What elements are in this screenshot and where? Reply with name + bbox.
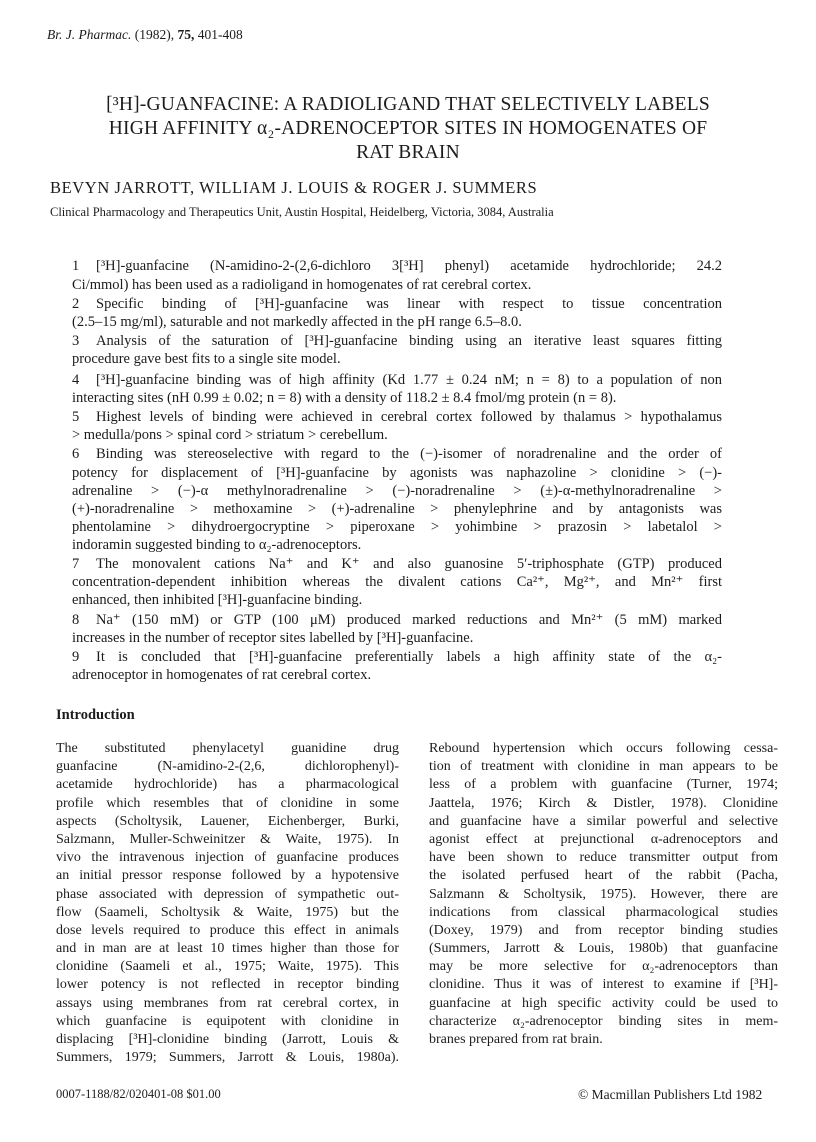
body-line: The substituted phenylacetyl guanidine drug [56,741,399,756]
summary-line: 8 Na⁺ (150 mM) or GTP (100 μM) produced marked reductions and Mn²⁺ (5 mM) marked [72,612,722,628]
body-line: (Summers, Jarrott & Louis, 1980b) that guanfacine [429,941,778,957]
body-line: agonist effect at prejunctional α-adrenoceptors and [429,831,778,847]
summary-line: 9 It is concluded that [³H]-guanfacine preferentially labels a high affinity state of the α₂- [72,649,722,665]
body-line: assays using membranes from rat cerebral cortex, in [56,995,399,1011]
summary-number: 4 [72,372,80,388]
body-line: aspects (Scholtysik, Lauener, Eichenberger, Burki, [56,813,399,829]
summary-line: (2.5–15 mg/ml), saturable and not markedly affected in the pH range 6.5–8.0. [72,314,522,330]
section-heading-introduction: Introduction [56,707,135,723]
body-line: less of a problem with guanfacine (Turner, 1974; [429,777,778,793]
journal-name: Br. J. Pharmac. [47,27,132,42]
summary-line: 6 Binding was stereoselective with regard to the (−)-isomer of noradrenaline and the order of [72,446,722,462]
body-line: vivo the intravenous injection of guanfacine produces [56,850,399,866]
body-line: guanfacine at high specific activity could be used to [429,995,778,1011]
body-line: the isolated perfused heart of the rabbit (Pacha, [429,868,778,884]
body-line: indications from classical pharmacological studies [429,904,778,920]
article-title-line-2: HIGH AFFINITY α₂-ADRENOCEPTOR SITES IN HOMOGENATES OF [108,118,708,139]
body-line: and in man are at least 10 times higher than those for [56,941,399,957]
summary-line: 4 [³H]-guanfacine binding was of high affinity (Kd 1.77 ± 0.24 nM; n = 8) to a population of non [72,372,722,388]
body-line: Salzmann, Muller-Schweinitzer & Waite, 1975). In [56,831,399,847]
body-column-right [429,740,778,1049]
body-line: clonidine (Saameli et al., 1975; Waite, 1975). This [56,959,399,975]
summary-number: 5 [72,409,80,425]
summary-line: interacting sites (nH 0.99 ± 0.02; n = 8) with a density of 118.2 ± 8.4 fmol/mg protein (n = 8). [72,390,617,406]
body-line: tion of treatment with clonidine in man appears to be [429,759,778,775]
body-line: lower potency is not reflected in receptor binding [56,977,399,993]
affiliation: Clinical Pharmacology and Therapeutics Unit, Austin Hospital, Heidelberg, Victoria, 3084, Australia [50,205,554,219]
body-line: which guanfacine is equipotent with clonidine in [56,1013,399,1029]
article-title-line-3: RAT BRAIN [356,142,460,163]
body-line: acetamide hydrochloride) has a pharmacological [56,777,399,793]
summary-line: 1 [³H]-guanfacine (N-amidino-2-(2,6-dichloro 3[³H] phenyl) acetamide hydrochloride; 24.2 [72,258,722,274]
summary-number: 8 [72,612,80,628]
body-line: profile which resembles that of clonidine in some [56,795,399,811]
body-line: Summers, 1979; Summers, Jarrott & Louis, 1980a). [56,1050,399,1066]
body-line: have been shown to reduce transmitter output from [429,850,778,866]
summary-line: procedure gave best fits to a single site model. [72,351,341,367]
summary-line: Ci/mmol) has been used as a radioligand in homogenates of rat cerebral cortex. [72,277,532,293]
journal-citation [47,27,243,43]
body-line: Jaattela, 1976; Kirch & Distler, 1978). Clonidine [429,795,778,811]
article-title-line-1: [³H]-GUANFACINE: A RADIOLIGAND THAT SELECTIVELY LABELS [106,94,710,115]
body-line: Salzmann & Scholtysik, 1975). However, there are [429,886,778,902]
body-line: Rebound hypertension which occurs following cessa- [429,741,778,756]
summary-line: 3 Analysis of the saturation of [³H]-guanfacine binding using an iterative least squares fitting [72,333,722,349]
summary-line: (+)-noradrenaline > methoxamine > (+)-adrenaline > phenylephrine and by antagonists was [72,501,722,517]
summary-line: 5 Highest levels of binding were achieved in cerebral cortex followed by thalamus > hypothalamus [72,409,722,425]
summary-line: phentolamine > dihydroergocryptine > piperoxane > yohimbine > prazosin > labetalol > [72,519,722,535]
body-column-left [56,740,399,1067]
summary-number: 1 [72,258,80,274]
author-list: BEVYN JARROTT, WILLIAM J. LOUIS & ROGER J. SUMMERS [50,178,538,197]
journal-pages: 401-408 [197,27,243,42]
body-line: dose levels required to produce this effect in animals [56,922,399,938]
body-line: phase associated with depression of sympathetic out- [56,886,399,902]
summary-line: concentration-dependent inhibition whereas the divalent cations Ca²⁺, Mg²⁺, and Mn²⁺ first [72,574,722,590]
summary-number: 3 [72,333,80,349]
summary-number: 9 [72,649,80,665]
summary-line: potency for displacement of [³H]-guanfacine by agonists was naphazoline > clonidine > (−)- [72,465,722,481]
body-line: guanfacine (N-amidino-2-(2,6, dichlorophenyl)- [56,759,399,775]
summary-number: 7 [72,556,80,572]
journal-volume: 75, [177,27,195,42]
body-line: may be more selective for α₂-adrenoceptors than [429,959,778,975]
summary-line: adrenoceptor in homogenates of rat cerebral cortex. [72,667,372,683]
copyright-notice: © Macmillan Publishers Ltd 1982 [578,1087,763,1102]
summary-line: 2 Specific binding of [³H]-guanfacine was linear with respect to tissue concentration [72,296,722,312]
summary-number: 2 [72,296,80,312]
summary-line: 7 The monovalent cations Na⁺ and K⁺ and also guanosine 5′-triphosphate (GTP) produced [72,556,722,572]
summary-line: enhanced, then inhibited [³H]-guanfacine binding. [72,592,363,608]
body-line: flow (Saameli, Scholtysik & Waite, 1975) but the [56,904,399,920]
article-code: 0007-1188/82/020401-08 $01.00 [56,1087,221,1101]
body-line: displacing [³H]-clonidine binding (Jarrott, Louis & [56,1032,399,1047]
body-line: an initial pressor response followed by a hypotensive [56,868,399,884]
journal-year: (1982), [134,27,175,42]
body-line: and guanfacine have a similar powerful and selective [429,813,778,829]
summary-line: indoramin suggested binding to α₂-adrenoceptors. [72,537,362,553]
body-line: branes prepared from rat brain. [429,1032,603,1047]
summary-line: > medulla/pons > spinal cord > striatum > cerebellum. [72,427,388,443]
body-line: (Doxey, 1979) and from receptor binding studies [429,922,778,938]
summary-line: adrenaline > (−)-α methylnoradrenaline > (−)-noradrenaline > (±)-α-methylnoradrenaline > [72,483,722,499]
body-line: clonidine. Thus it was of interest to examine if [³H]- [429,977,778,993]
body-line: characterize α₂-adrenoceptor binding sites in mem- [429,1013,778,1029]
summary-number: 6 [72,446,80,462]
summary-line: increases in the number of receptor sites labelled by [³H]-guanfacine. [72,630,474,646]
